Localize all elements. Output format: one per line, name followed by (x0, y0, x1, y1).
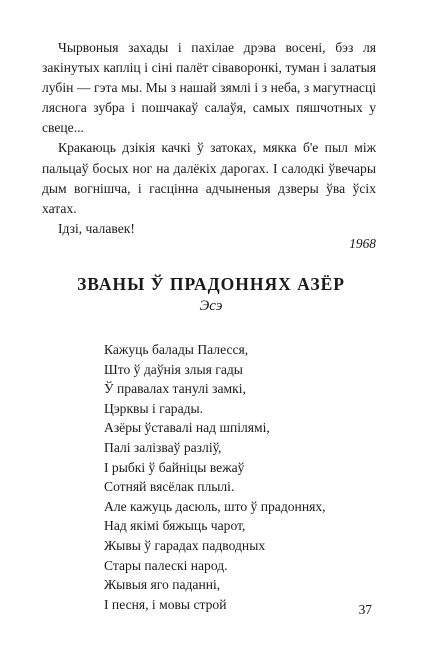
prose-paragraph: Ідзі, чалавек! (58, 220, 135, 236)
poem-line: І рыбкі ў байніцы вежаў (104, 459, 245, 475)
poem-line: Цэрквы і гарады. (104, 400, 204, 416)
poem-line: Што ў даўнія злыя гады (104, 361, 243, 377)
poem-line: І песня, і мовы строй (104, 596, 227, 612)
page-number: 37 (358, 602, 372, 617)
poem-line: Сотняй вясёлак плылі. (104, 479, 235, 495)
poem-block (104, 340, 326, 614)
section-subtitle: Эсэ (199, 298, 223, 314)
poem-line: Але кажуць дасюль, што ў прадоннях, (104, 498, 326, 514)
poem-line: Над якімі бяжыць чарот, (104, 518, 246, 534)
prose-paragraph: Чырвоныя захады і пахілае дрэва восені, бэз ля закінутых капліц і сіні палёт сівaворонкі, туман і залатыя лубін — гэта мы. Мы з нашай зямлі і з неба, з магутнасці ляснога зубра і пошчакаў салаўя, самых пяшчотных у свеце... (42, 40, 376, 136)
poem-line: Жывы ў гарадах падводных (104, 537, 266, 553)
poem-line: Жывыя яго паданні, (104, 577, 221, 593)
section-title: ЗВАНЫ Ў ПРАДОННЯХ АЗЁР (77, 274, 345, 294)
poem-line: Азёры ўставалі над шпілямі, (104, 420, 270, 436)
prose-paragraph: Кракаюць дзікія качкі ў затоках, мякка б'е пыл між пальцаў босых ног на далёкіх дарогах. І салодкі ўвечары дым вогнішча, і гасцінна адчыненыя дзверы ўва ўсіх хатах. (42, 140, 376, 216)
prose-block (42, 38, 376, 239)
poem-line: Стары палескі народ. (104, 557, 228, 573)
poem-line: Ў правалах танулі замкі, (104, 381, 246, 397)
poem-line: Кажуць балады Палесся, (104, 342, 249, 357)
date-year: 1968 (349, 236, 376, 251)
poem-line: Палі залізваў разліў, (104, 439, 222, 455)
